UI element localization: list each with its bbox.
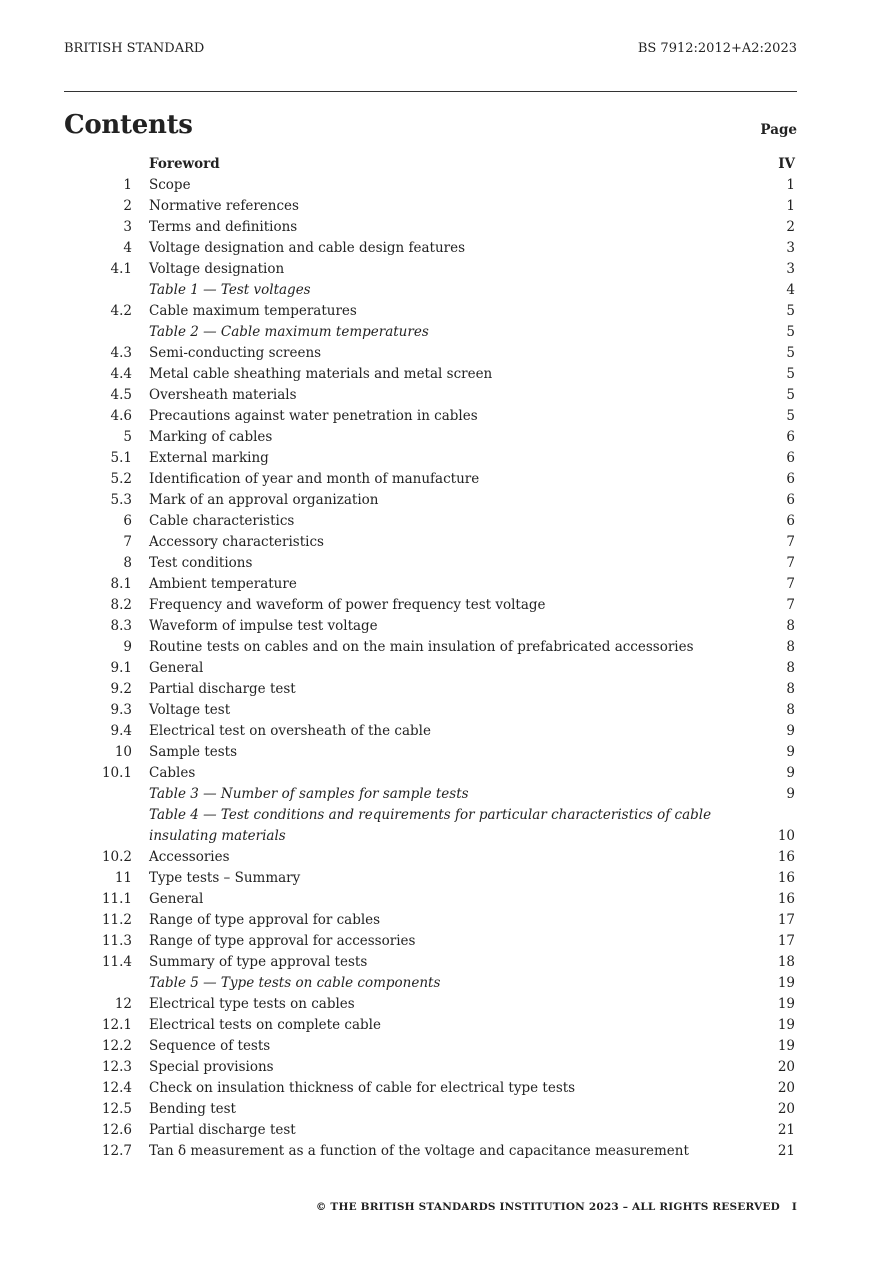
toc-entry[interactable] [64,427,797,448]
toc-entry-title: Test conditions [149,555,253,571]
toc-entry[interactable] [64,910,797,931]
toc-entry-page: 8 [786,702,795,718]
toc-entry[interactable] [64,742,797,763]
toc-entry[interactable] [64,1120,797,1141]
toc-entry-page: 10 [777,828,795,844]
page-column-heading: Page [760,122,797,138]
toc-entry[interactable] [64,511,797,532]
toc-entry[interactable] [64,217,797,238]
toc-entry-page: 20 [777,1101,795,1117]
toc-entry-title: Range of type approval for accessories [149,933,416,949]
toc-entry-page: 2 [786,219,795,235]
toc-entry[interactable] [64,238,797,259]
toc-entry-title: Partial discharge test [149,681,296,697]
toc-entry-page: 19 [777,975,795,991]
toc-entry-page: 6 [786,492,795,508]
toc-entry-number: 10 [114,744,132,760]
toc-entry-title: Cable characteristics [149,513,295,529]
toc-entry-number: 11 [114,870,132,886]
toc-entry-title: Table 4 — Test conditions and requirements for particular characteristics of cable insulating materials [149,807,712,844]
toc-entry-title: Bending test [149,1101,236,1117]
toc-entry[interactable] [64,994,797,1015]
toc-entry-title: Electrical test on oversheath of the cable [149,723,431,739]
toc-entry-page: 17 [777,912,795,928]
toc-entry-number: 4 [123,240,132,256]
toc-entry-number: 11.2 [101,912,132,928]
toc-entry-number: 10.1 [101,765,132,781]
toc-entry-title: Voltage test [149,702,231,718]
toc-entry[interactable] [64,1141,797,1162]
toc-entry-title: Tan δ measurement as a function of the voltage and capacitance measurement [149,1143,689,1159]
toc-entry-title: Normative references [149,198,299,214]
toc-entry-page: IV [778,156,795,172]
toc-entry-number: 4.4 [110,366,132,382]
table-of-contents [64,154,797,1162]
toc-entry-number: 5.3 [110,492,132,508]
toc-entry[interactable] [64,784,797,805]
toc-entry-page: 19 [777,996,795,1012]
toc-entry-number: 12.6 [101,1122,132,1138]
toc-entry[interactable] [64,721,797,742]
toc-entry-page: 17 [777,933,795,949]
toc-entry[interactable] [64,931,797,952]
toc-entry-page: 16 [777,870,795,886]
toc-entry-title: Cables [149,765,196,781]
toc-entry-title: Sequence of tests [149,1038,271,1054]
toc-entry-title: Marking of cables [149,429,273,445]
toc-entry-title: Electrical tests on complete cable [149,1017,381,1033]
toc-entry[interactable] [64,805,797,847]
toc-entry[interactable] [64,175,797,196]
toc-entry-number: 12.3 [101,1059,132,1075]
toc-entry-number: 8 [123,555,132,571]
toc-entry-number: 4.2 [110,303,132,319]
toc-entry[interactable] [64,700,797,721]
toc-entry[interactable] [64,1057,797,1078]
toc-entry-number: 8.1 [110,576,132,592]
toc-entry-title: Special provisions [149,1059,274,1075]
toc-entry-title: General [149,660,204,676]
toc-entry-number: 12.7 [101,1143,132,1159]
toc-entry-page: 19 [777,1017,795,1033]
copyright-notice: © THE BRITISH STANDARDS INSTITUTION 2023 – ALL RIGHTS RESERVED [315,1201,780,1213]
toc-entry-title: Waveform of impulse test voltage [149,618,378,634]
toc-entry-number: 3 [123,219,132,235]
toc-entry-title: Oversheath materials [149,387,297,403]
toc-entry-page: 5 [786,366,795,382]
toc-entry-page: 4 [786,282,795,298]
toc-entry-title: Scope [149,177,191,193]
toc-entry-title: Voltage designation [149,261,285,277]
toc-entry-number: 9.1 [110,660,132,676]
toc-entry-title: Foreword [149,156,220,172]
toc-entry-page: 9 [786,723,795,739]
toc-entry-number: 12 [114,996,132,1012]
toc-entry-title: Range of type approval for cables [149,912,381,928]
toc-entry-title: Precautions against water penetration in cables [149,408,478,424]
toc-entry-title: Identification of year and month of manufacture [149,471,480,487]
toc-entry-number: 8.2 [110,597,132,613]
toc-entry[interactable] [64,952,797,973]
toc-entry-title: Type tests – Summary [149,870,301,886]
toc-entry[interactable] [64,763,797,784]
toc-entry-number: 6 [123,513,132,529]
toc-entry-page: 18 [777,954,795,970]
toc-entry-title: Voltage designation and cable design features [149,240,466,256]
toc-entry-number: 9.2 [110,681,132,697]
toc-entry[interactable] [64,889,797,910]
toc-entry[interactable] [64,490,797,511]
toc-entry[interactable] [64,280,797,301]
toc-entry-number: 12.5 [101,1101,132,1117]
toc-entry[interactable] [64,973,797,994]
toc-entry-number: 4.5 [110,387,132,403]
toc-entry-page: 20 [777,1059,795,1075]
toc-entry-title: External marking [149,450,269,466]
toc-entry-title: Electrical type tests on cables [149,996,355,1012]
toc-entry-page: 7 [786,597,795,613]
toc-entry-title: Frequency and waveform of power frequency test voltage [149,597,546,613]
toc-entry-number: 7 [123,534,132,550]
toc-entry[interactable] [64,847,797,868]
header-standard-number: BS 7912:2012+A2:2023 [637,41,797,56]
toc-entry-number: 10.2 [101,849,132,865]
toc-entry-page: 5 [786,345,795,361]
toc-entry-page: 1 [786,177,795,193]
toc-entry-number: 5 [123,429,132,445]
toc-entry[interactable] [64,343,797,364]
toc-entry-title: Routine tests on cables and on the main insulation of prefabricated accessories [149,639,694,655]
toc-entry-title: Table 1 — Test voltages [149,282,311,298]
toc-entry-page: 1 [786,198,795,214]
toc-entry[interactable] [64,1015,797,1036]
toc-entry-page: 9 [786,786,795,802]
toc-entry[interactable] [64,532,797,553]
toc-entry-number: 1 [123,177,132,193]
header-standard-label: BRITISH STANDARD [64,41,205,56]
toc-entry-number: 8.3 [110,618,132,634]
toc-entry-page: 9 [786,744,795,760]
toc-entry-title: Semi-conducting screens [149,345,322,361]
toc-entry-page: 8 [786,660,795,676]
toc-entry-number: 4.1 [110,261,132,277]
toc-entry-title: Metal cable sheathing materials and metal screen [149,366,493,382]
toc-entry[interactable] [64,679,797,700]
toc-entry-title: Table 2 — Cable maximum temperatures [149,324,429,340]
toc-entry-number: 11.3 [101,933,132,949]
toc-entry-title: Cable maximum temperatures [149,303,357,319]
header-divider [64,91,797,92]
toc-entry[interactable] [64,259,797,280]
toc-entry[interactable] [64,553,797,574]
toc-entry-number: 12.1 [101,1017,132,1033]
toc-entry-page: 21 [777,1122,795,1138]
toc-entry-number: 5.1 [110,450,132,466]
page-title: Contents [64,110,193,140]
toc-entry[interactable] [64,574,797,595]
toc-entry-page: 16 [777,849,795,865]
toc-entry-page: 8 [786,639,795,655]
toc-entry-number: 9.4 [110,723,132,739]
toc-entry-number: 12.4 [101,1080,132,1096]
toc-entry-page: 5 [786,408,795,424]
toc-entry[interactable] [64,406,797,427]
toc-entry[interactable] [64,1099,797,1120]
toc-entry-page: 8 [786,681,795,697]
toc-entry-title: Mark of an approval organization [149,492,379,508]
toc-entry-title: Terms and definitions [149,219,298,235]
toc-entry-page: 5 [786,387,795,403]
toc-entry-title: Sample tests [149,744,238,760]
toc-entry[interactable] [64,196,797,217]
toc-entry-number: 9 [123,639,132,655]
toc-entry-title: Ambient temperature [149,576,297,592]
toc-entry-number: 11.1 [101,891,132,907]
toc-entry-title: Table 5 — Type tests on cable components [149,975,441,991]
toc-entry-page: 7 [786,555,795,571]
toc-entry-title: Table 3 — Number of samples for sample tests [149,786,469,802]
toc-entry-title: Accessory characteristics [149,534,324,550]
toc-entry-page: 6 [786,450,795,466]
toc-entry-title: Accessories [149,849,230,865]
toc-entry[interactable] [64,868,797,889]
toc-entry-page: 8 [786,618,795,634]
toc-entry[interactable] [64,637,797,658]
toc-entry-page: 21 [777,1143,795,1159]
toc-entry-page: 20 [777,1080,795,1096]
toc-entry[interactable] [64,385,797,406]
toc-entry-page: 9 [786,765,795,781]
toc-entry[interactable] [64,616,797,637]
toc-entry-page: 16 [777,891,795,907]
footer-page-number: I [791,1201,797,1213]
toc-entry-page: 6 [786,513,795,529]
toc-entry-number: 9.3 [110,702,132,718]
toc-entry[interactable] [64,1078,797,1099]
toc-entry-number: 2 [123,198,132,214]
toc-entry-page: 7 [786,534,795,550]
toc-entry-title: Check on insulation thickness of cable for electrical type tests [149,1080,576,1096]
toc-entry[interactable] [64,1036,797,1057]
toc-entry[interactable] [64,322,797,343]
toc-entry-title: Summary of type approval tests [149,954,368,970]
toc-entry[interactable] [64,658,797,679]
toc-entry-number: 4.6 [110,408,132,424]
toc-entry-number: 5.2 [110,471,132,487]
toc-entry[interactable] [64,364,797,385]
toc-entry[interactable] [64,469,797,490]
toc-entry-page: 6 [786,429,795,445]
toc-entry-title: General [149,891,204,907]
toc-entry-number: 11.4 [101,954,132,970]
toc-entry[interactable] [64,595,797,616]
toc-entry-page: 7 [786,576,795,592]
toc-entry[interactable] [64,154,797,175]
toc-entry[interactable] [64,448,797,469]
toc-entry[interactable] [64,301,797,322]
toc-entry-page: 6 [786,471,795,487]
toc-entry-page: 5 [786,324,795,340]
toc-entry-page: 19 [777,1038,795,1054]
toc-entry-page: 3 [786,261,795,277]
page-footer [316,1201,797,1213]
toc-entry-number: 4.3 [110,345,132,361]
toc-entry-title: Partial discharge test [149,1122,296,1138]
toc-entry-page: 5 [786,303,795,319]
toc-entry-page: 3 [786,240,795,256]
page-header [64,41,797,61]
toc-entry-number: 12.2 [101,1038,132,1054]
